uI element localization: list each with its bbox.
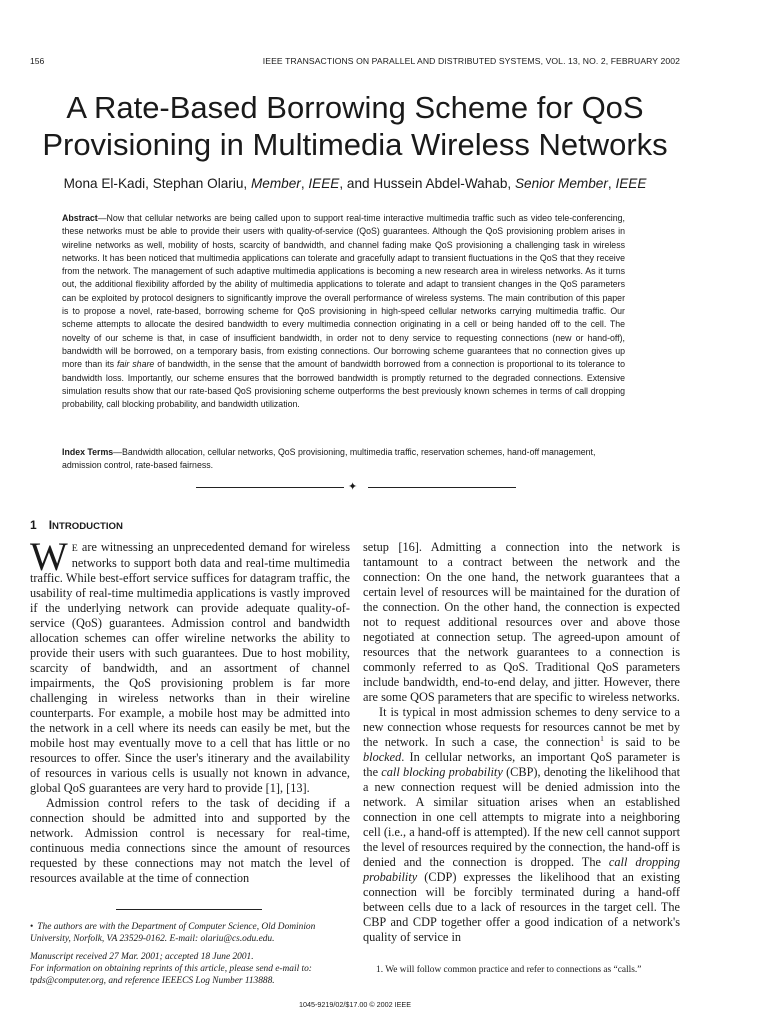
author-1-sep: , — [300, 176, 309, 191]
term-blocked: blocked — [363, 750, 402, 764]
author-2-org: IEEE — [615, 176, 647, 191]
affiliation-note — [30, 921, 350, 945]
page-number: 156 — [30, 56, 45, 66]
abstract — [62, 212, 625, 411]
intro-paragraph-2: Admission control refers to the task of deciding if a connection should be admitted into and supported by the network. Admission control is necessary for real-time, continuous media connections since the amount of resources requested by these connections may not match the level of resources available at the time of connection — [30, 796, 350, 885]
reprints-line-2: tpds@computer.org, and reference IEEECS Log Number 113888. — [30, 976, 275, 986]
right-p2-text-a: It is typical in most admission schemes to deny service to a new connection whose requests for resources cannot be met by the network. In such a case, the connection — [363, 705, 680, 749]
author-2: , and Hussein Abdel-Wahab, — [339, 176, 515, 191]
author-2-role: Senior Member — [514, 176, 608, 191]
right-p2-text-c: . In cellular networks, an important QoS parameter is the — [363, 750, 680, 779]
reprints-line-1: For information on obtaining reprints of this article, please send e-mail to: — [30, 964, 312, 974]
right-paragraph-1: setup [16]. Admitting a connection into the network is tantamount to a contract between the network and the connection: On the one hand, the network guarantees that a certain level of resources will be maintained for the duration of the connection. On the other hand, the connection is expected not to request additional resources over and above those negotiated at connection setup. The agreed-upon amount of resources that the network guarantees to a connection is commonly referred to as QoS. Traditional QoS parameters include bandwidth, end-to-end delay, and jitter. However, there are some QOS parameters that are specific to wireless networks. — [363, 540, 680, 704]
divider-line-right — [368, 487, 516, 488]
index-terms-label: Index Terms — [62, 447, 114, 457]
index-terms — [62, 446, 625, 473]
right-p2-text-e: (CDP) expresses the likelihood that an existing connection will be forcibly terminated during a hand-off between cells due to a lack of resources in the target cell. The CBP and CDP together offer a good indication of a network's quality of service in — [363, 870, 680, 944]
divider-line-left — [196, 487, 344, 488]
affiliation-text: The authors are with the Department of Computer Science, Old Dominion University, Norfolk, VA 23529-0162. E-mail: olariu@cs.odu.edu. — [30, 922, 316, 944]
intro-paragraph-1-text: are witnessing an unprecedented demand for wireless networks to support both data and real-time multimedia traffic. While best-effort service suffices for datagram traffic, the usability of real-time multimedia applications is vastly improved if the underlying network can provide adequate quality-of-service (QoS) guarantees. Admission control and bandwidth allocation schemes can offer wireline networks the ability to provide their users with such guarantees. Due to host mobility, scarcity of bandwidth, and an assortment of channel impairments, the QoS provisioning problem is far more challenging in wireless networks than in their wireline counterparts. For example, a mobile host may be admitted into the network in a cell where its needs can easily be met, but the mobile host may eventually move to a cell that has little or no resources to offer. Since the user's itinerary and the availability of resources in various cells is usually not known in advance, global QoS guarantees are very hard to provide [1], [13]. — [30, 540, 350, 795]
abstract-label: Abstract — [62, 213, 98, 223]
right-paragraph-2 — [363, 705, 680, 945]
right-p2-text-b: is said to be — [603, 735, 680, 749]
abstract-text-1: —Now that cellular networks are being called upon to support real-time interactive multimedia traffic such as video tele-conferencing, these networks must be able to provide their users with quality-of-service (QoS) guarantees. Although the QoS provisioning problem arises in wireline networks as well, mobility of hosts, scarcity of bandwidth, and channel fading make QoS provisioning a challenging task in wireless networks. It has been noticed that multimedia applications can tolerate and gracefully adapt to transient fluctuations in the QoS that they receive from the network. The management of such adaptive multimedia applications is becoming a new research area in wireless networks. As it turns out, the additional flexibility afforded by the ability of multimedia applications to tolerate and adapt to transient changes in the QoS parameters can be exploited by protocol designers to significantly improve the overall performance of wireless systems. The main contribution of this paper is to propose a novel, rate-based, borrowing scheme for QoS provisioning in high-speed cellular networks carrying multimedia traffic. Our scheme attempts to allocate the desired bandwidth to every multimedia connection originating in a cell or being handed off to the cell. The novelty of our scheme is that, in case of insufficient bandwidth, in order not to deny service to requesting connections (new or hand-off), bandwidth will be borrowed, on a temporary basis, from existing connections. Our borrowing scheme guarantees that no connection gives up more than its — [62, 213, 625, 370]
section-number: 1 — [30, 518, 37, 532]
bullet-icon: • — [30, 922, 34, 932]
divider-diamond-icon: ✦ — [348, 481, 358, 493]
left-column — [30, 534, 350, 886]
term-call-blocking-probability: call blocking probability — [381, 765, 503, 779]
author-1-org: IEEE — [308, 176, 340, 191]
author-list — [0, 176, 710, 191]
paper-title — [0, 89, 710, 163]
author-2-sep: , — [607, 176, 616, 191]
right-column — [363, 540, 680, 945]
journal-header: IEEE TRANSACTIONS ON PARALLEL AND DISTRIBUTED SYSTEMS, VOL. 13, NO. 2, FEBRUARY 2002 — [262, 56, 680, 66]
author-footnotes — [30, 921, 350, 987]
copyright-footer: 1045-9219/02/$17.00 © 2002 IEEE — [299, 1000, 411, 1009]
section-divider — [196, 480, 516, 494]
term-call-dropping-probability: call dropping probability — [363, 855, 680, 884]
index-terms-text: —Bandwidth allocation, cellular networks, QoS provisioning, multimedia traffic, reservation schemes, hand-off management, admission control, rate-based fairness. — [62, 447, 596, 471]
author-1-role: Member — [250, 176, 301, 191]
abstract-text-2: of bandwidth, in the sense that the amount of bandwidth borrowed from a connection is proportional to its tolerance to bandwidth loss. Importantly, our scheme ensures that the borrowed bandwidth is promptly returned to the degraded connections. Extensive simulation results show that our rate-based QoS provisioning scheme outperforms the best previously known schemes in terms of call dropping probability, call blocking probability, and bandwidth utilization. — [62, 359, 625, 410]
title-line-2: Provisioning in Multimedia Wireless Networks — [42, 127, 668, 162]
footnote-rule — [116, 909, 262, 910]
intro-paragraph-1 — [30, 534, 350, 796]
footnote-ref-1[interactable]: 1 — [600, 733, 604, 743]
intro-first-word-caps: E — [71, 543, 78, 554]
section-heading — [30, 518, 123, 532]
drop-cap: W — [30, 534, 68, 579]
manuscript-received: Manuscript received 27 Mar. 2001; accepted 18 June 2001. — [30, 952, 254, 962]
footnote-1: 1. We will follow common practice and refer to connections as “calls.” — [376, 965, 642, 975]
author-1: Mona El-Kadi, Stephan Olariu, — [63, 176, 251, 191]
title-line-1: A Rate-Based Borrowing Scheme for QoS — [66, 90, 644, 125]
right-p2-text-d: (CBP), denoting the likelihood that a new connection request will be denied admission into the network. A similar situation arises when an established connection in one cell attempts to migrate into a neighboring cell (i.e., a hand-off is attempted). If the new cell cannot support the level of resources required by the connection, the hand-off is denied and the connection is dropped. The — [363, 765, 680, 869]
section-title-rest: NTRODUCTION — [52, 521, 123, 532]
abstract-fair-share: fair share — [117, 359, 155, 370]
section-title-initial: I — [48, 518, 53, 532]
